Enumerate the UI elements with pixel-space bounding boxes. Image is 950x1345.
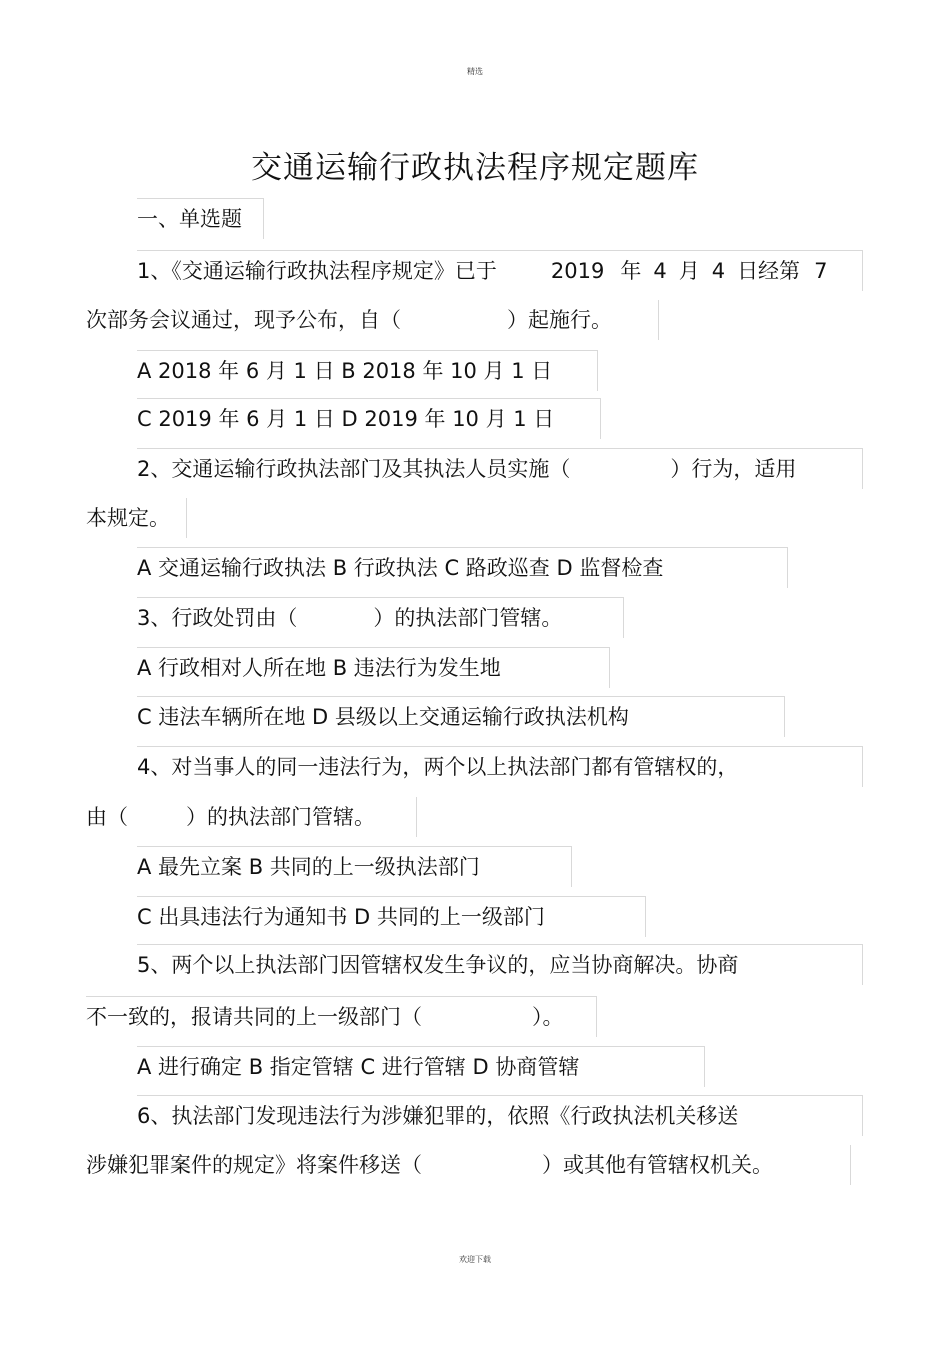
q1-month: 4 xyxy=(653,259,667,283)
q6-text-b: ）或其他有管辖权机关。 xyxy=(542,1153,773,1177)
q1-month-unit: 月 xyxy=(678,259,700,283)
q1-options-cd-text: C 2019 年 6 月 1 日 D 2019 年 10 月 1 日 xyxy=(137,407,555,431)
q6-line1-text: 6、执法部门发现违法行为涉嫌犯罪的，依照《行政执法机关移送 xyxy=(137,1104,739,1128)
question-4-options-ab xyxy=(137,846,572,887)
question-4-options-cd xyxy=(137,896,646,937)
question-3-options-cd xyxy=(137,696,785,737)
q5-options-text: A 进行确定 B 指定管辖 C 进行管辖 D 协商管辖 xyxy=(137,1055,580,1079)
question-4-line-1 xyxy=(137,746,863,787)
q4-options-ab-text: A 最先立案 B 共同的上一级执法部门 xyxy=(137,855,480,879)
q5-line1-text: 5、两个以上执法部门因管辖权发生争议的，应当协商解决。协商 xyxy=(137,953,739,977)
question-1-line-1 xyxy=(137,250,863,291)
question-6-line-1 xyxy=(137,1095,863,1136)
question-1-options-ab xyxy=(137,350,598,391)
q3-options-ab-text: A 行政相对人所在地 B 违法行为发生地 xyxy=(137,656,501,680)
q1-options-ab-text: A 2018 年 6 月 1 日 B 2018 年 10 月 1 日 xyxy=(137,359,553,383)
question-2-line-2 xyxy=(86,498,187,538)
q1-session: 7 xyxy=(814,259,828,283)
q1-day: 4 xyxy=(711,259,726,283)
question-5-line-1 xyxy=(137,944,863,985)
q3-text-b: ）的执法部门管辖。 xyxy=(373,606,563,630)
q5-text-a: 不一致的，报请共同的上一级部门（ xyxy=(86,1005,422,1029)
question-1-options-cd xyxy=(137,398,601,439)
question-4-line-2 xyxy=(86,797,417,837)
q2-text-a: 2、交通运输行政执法部门及其执法人员实施（ xyxy=(137,457,571,481)
q4-line1-text: 4、对当事人的同一违法行为，两个以上执法部门都有管辖权的， xyxy=(137,755,739,779)
question-3-line-1 xyxy=(137,597,624,638)
section-heading xyxy=(137,198,264,239)
q2-text-b: ）行为，适用 xyxy=(670,457,797,481)
q5-text-b: ）。 xyxy=(532,1005,564,1029)
q1-text-a: 1、《交通运输行政执法程序规定》已于 xyxy=(137,259,497,283)
q1-day-unit: 日经第 xyxy=(737,259,801,283)
q1-line2-a: 次部务会议通过，现予公布，自（ xyxy=(86,308,401,332)
document-title: 交通运输行政执法程序规定题库 xyxy=(251,150,699,186)
question-5-line-2 xyxy=(86,996,597,1037)
q1-line2-b: ）起施行。 xyxy=(507,308,612,332)
section-heading-text: 一、单选题 xyxy=(137,207,242,231)
q4-text-b: ）的执法部门管辖。 xyxy=(186,805,375,829)
q3-options-cd-text: C 违法车辆所在地 D 县级以上交通运输行政执法机构 xyxy=(137,705,629,729)
question-2-line-1 xyxy=(137,448,863,489)
page-footer: 欢迎下载 xyxy=(459,1255,491,1264)
q3-text-a: 3、行政处罚由（ xyxy=(137,606,298,630)
q4-options-cd-text: C 出具违法行为通知书 D 共同的上一级部门 xyxy=(137,905,545,929)
page-header: 精选 xyxy=(467,67,483,76)
q1-year: 2019 xyxy=(550,259,605,283)
q6-text-a: 涉嫌犯罪案件的规定》将案件移送（ xyxy=(86,1153,422,1177)
q1-year-unit: 年 xyxy=(620,259,642,283)
q4-text-a: 由（ xyxy=(86,805,128,829)
question-5-options xyxy=(137,1046,705,1087)
question-1-line-2 xyxy=(86,300,659,340)
question-2-options xyxy=(137,547,788,588)
q2-options-text: A 交通运输行政执法 B 行政执法 C 路政巡查 D 监督检查 xyxy=(137,556,664,580)
q2-line2-text: 本规定。 xyxy=(86,506,170,530)
question-3-options-ab xyxy=(137,647,610,688)
question-6-line-2 xyxy=(86,1145,851,1185)
